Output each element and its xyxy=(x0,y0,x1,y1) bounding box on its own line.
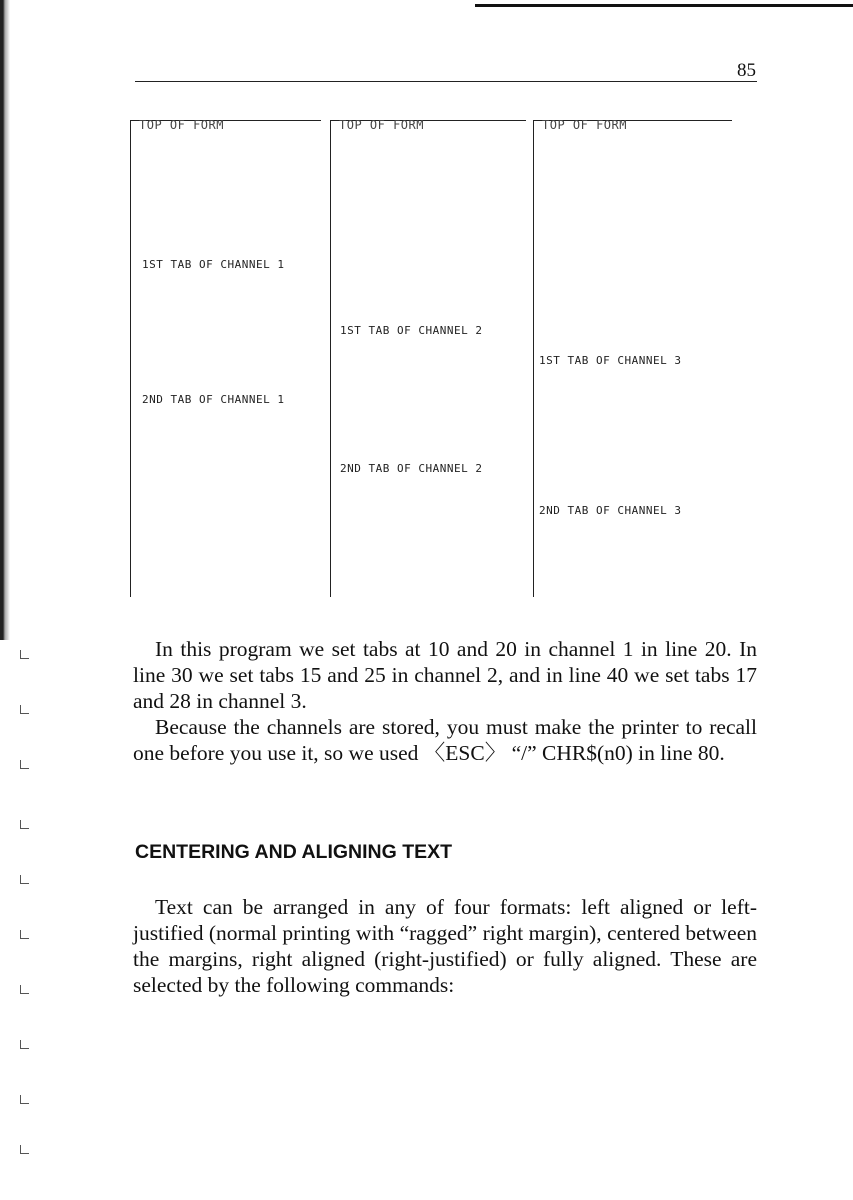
section-heading: CENTERING AND ALIGNING TEXT xyxy=(135,841,453,863)
margin-mark xyxy=(20,985,29,994)
second-tab-label: 2ND TAB OF CHANNEL 2 xyxy=(340,462,483,475)
scan-binding-edge xyxy=(0,0,10,640)
top-of-form-label: TOP OF FORM xyxy=(339,118,424,132)
first-tab-label: 1ST TAB OF CHANNEL 3 xyxy=(539,354,682,367)
margin-mark xyxy=(20,820,29,829)
paragraph-tab-explanation: In this program we set tabs at 10 and 20 in channel 1 in line 20. In line 30 we set tabs 15 and 25 in channel 2, and in line 40 we set tabs 17 and 28 in channel 3. xyxy=(133,637,757,713)
top-edge-rule xyxy=(475,4,853,7)
page-number: 85 xyxy=(737,60,756,81)
second-tab-label: 2ND TAB OF CHANNEL 3 xyxy=(539,504,682,517)
paragraph-text-formats: Text can be arranged in any of four formats: left aligned or left-justified (normal printing with “ragged” right margin), centered between the margins, right aligned (right-justified) or fully aligned. These are selected by the following commands: xyxy=(133,895,757,997)
top-of-form-label: TOP OF FORM xyxy=(542,118,627,132)
margin-mark xyxy=(20,650,29,659)
channel-1-column xyxy=(130,120,321,597)
channel-3-column xyxy=(533,120,732,597)
margin-mark xyxy=(20,1040,29,1049)
second-tab-label: 2ND TAB OF CHANNEL 1 xyxy=(142,393,285,406)
first-tab-label: 1ST TAB OF CHANNEL 2 xyxy=(340,324,483,337)
margin-mark xyxy=(20,875,29,884)
channel-2-column xyxy=(330,120,526,597)
margin-mark xyxy=(20,930,29,939)
margin-mark xyxy=(20,760,29,769)
margin-mark xyxy=(20,705,29,714)
margin-mark xyxy=(20,1095,29,1104)
paragraph-channel-recall: Because the channels are stored, you must make the printer to recall one before you use it, so we used 〈ESC〉 “/” CHR$(n0) in line 80. xyxy=(133,715,757,765)
top-of-form-label: TOP OF FORM xyxy=(139,118,224,132)
margin-mark xyxy=(20,1145,29,1154)
header-rule xyxy=(135,81,757,82)
first-tab-label: 1ST TAB OF CHANNEL 1 xyxy=(142,258,285,271)
